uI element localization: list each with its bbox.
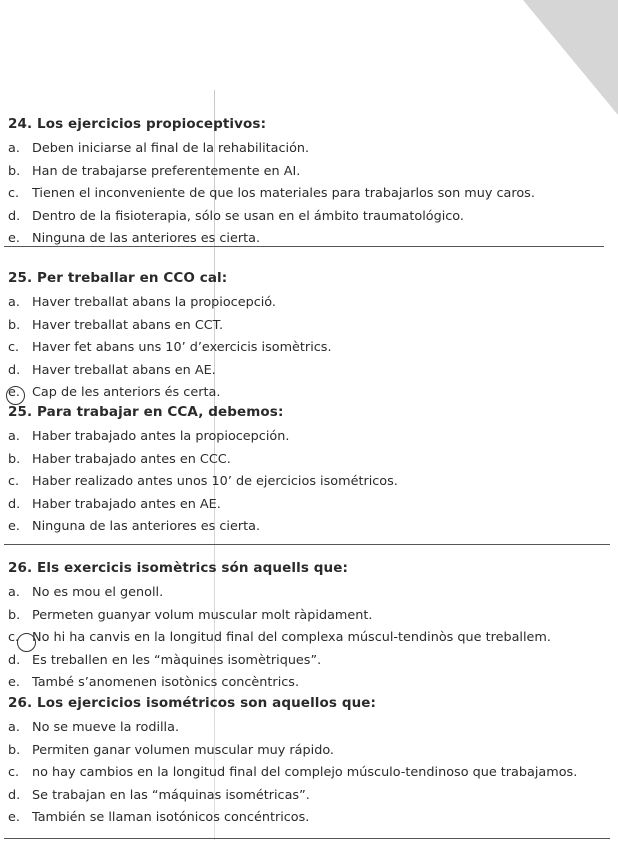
question-title: 25. Per treballar en CCO cal: xyxy=(8,270,228,286)
question-title: 24. Los ejercicios propioceptivos: xyxy=(8,116,267,132)
option-c: c. Haver fet abans uns 10’ d’exercicis isomètrics. xyxy=(8,340,332,355)
question-24-es xyxy=(6,116,606,251)
option-c: c. no hay cambios en la longitud final del complejo músculo-tendinoso que trabajamos. xyxy=(8,765,578,780)
option-a: a. Deben iniciarse al final de la rehabilitación. xyxy=(8,141,310,156)
option-e: e. Ninguna de las anteriores es cierta. xyxy=(8,519,261,534)
option-a: a. No se mueve la rodilla. xyxy=(8,720,180,735)
option-b: b. Permiten ganar volumen muscular muy rápido. xyxy=(8,742,335,758)
option-d: d. Haver treballat abans en AE. xyxy=(8,362,216,378)
divider xyxy=(4,246,604,247)
question-25-ca xyxy=(6,270,606,405)
divider xyxy=(4,838,610,839)
answer-circle-mark xyxy=(6,386,25,405)
option-d: d. Haber trabajado antes en AE. xyxy=(8,496,221,512)
divider xyxy=(4,544,610,545)
option-a: a. Haber trabajado antes la propiocepción. xyxy=(8,429,290,444)
option-d: d. Es treballen en les “màquines isomètriques”. xyxy=(8,652,322,668)
question-title: 25. Para trabajar en CCA, debemos: xyxy=(8,404,284,420)
question-25-es xyxy=(6,404,606,539)
question-26-es xyxy=(6,695,606,830)
option-a: a. Haver treballat abans la propiocepció. xyxy=(8,295,276,310)
option-e: e. Cap de les anteriors és certa. xyxy=(8,385,221,400)
folded-corner xyxy=(523,0,618,115)
question-26-ca xyxy=(6,560,606,695)
option-e: e. També s’anomenen isotònics concèntrics. xyxy=(8,675,300,690)
option-b: b. Permeten guanyar volum muscular molt ràpidament. xyxy=(8,607,373,623)
option-c: c. No hi ha canvis en la longitud final del complexa múscul-tendinòs que treballem. xyxy=(8,630,551,645)
option-a: a. No es mou el genoll. xyxy=(8,585,164,600)
option-c: c. Tienen el inconveniente de que los materiales para trabajarlos son muy caros. xyxy=(8,186,535,201)
answer-circle-mark xyxy=(17,633,36,652)
option-b: b. Haber trabajado antes en CCC. xyxy=(8,451,231,467)
option-b: b. Han de trabajarse preferentemente en AI. xyxy=(8,163,301,179)
option-d: d. Dentro de la fisioterapia, sólo se usan en el ámbito traumatológico. xyxy=(8,208,464,224)
question-title: 26. Els exercicis isomètrics són aquells que: xyxy=(8,560,348,576)
question-title: 26. Los ejercicios isométricos son aquellos que: xyxy=(8,695,377,711)
option-c: c. Haber realizado antes unos 10’ de ejercicios isométricos. xyxy=(8,474,398,489)
option-e: e. Ninguna de las anteriores es cierta. xyxy=(8,231,261,246)
option-b: b. Haver treballat abans en CCT. xyxy=(8,317,224,333)
option-d: d. Se trabajan en las “máquinas isométricas”. xyxy=(8,787,310,803)
option-e: e. También se llaman isotónicos concéntricos. xyxy=(8,810,310,825)
